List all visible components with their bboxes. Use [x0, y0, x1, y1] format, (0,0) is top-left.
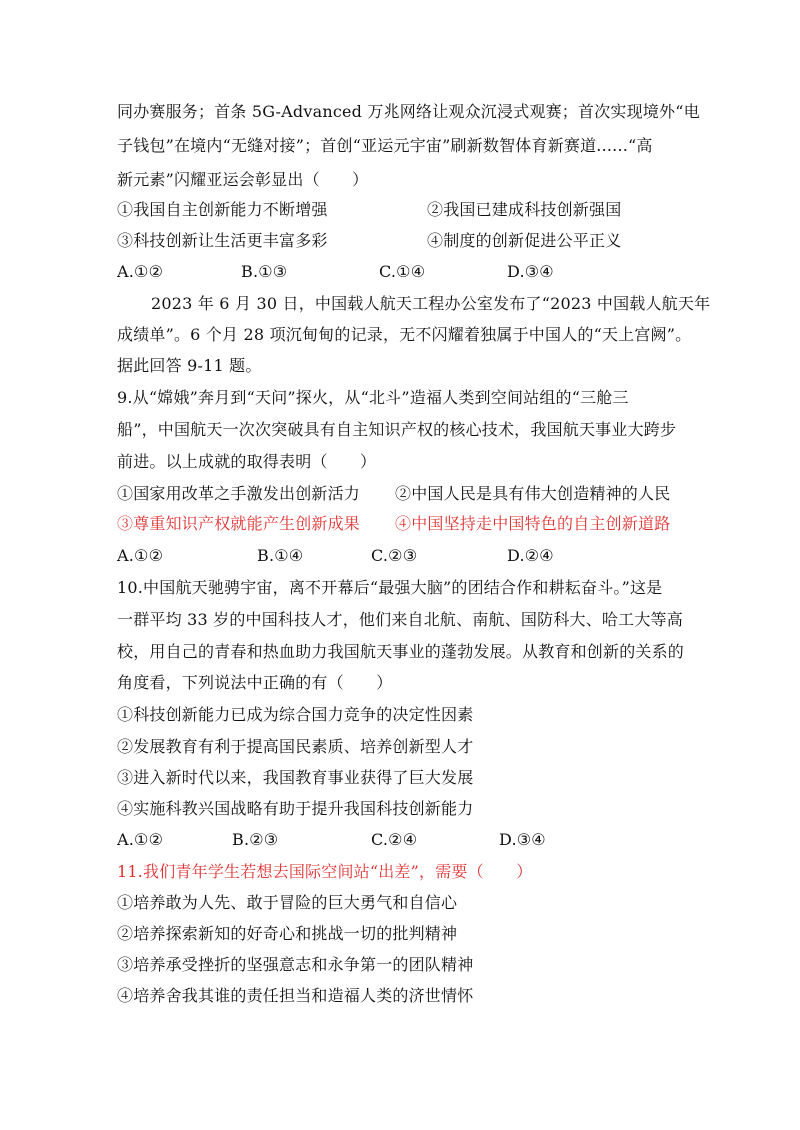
q10-stem-line-2: 一群平均 33 岁的中国科技人才，他们来自北航、南航、国防科大、哈工大等高	[117, 610, 683, 629]
q8-option-d: D.③④	[507, 262, 554, 281]
q8-option-a: A.①②	[117, 262, 164, 281]
q9-item-4: ④中国坚持走中国特色的自主创新道路	[395, 514, 671, 533]
q10-item-4: ④实施科教兴国战略有助于提升我国科技创新能力	[117, 799, 474, 818]
q11-item-1: ①培养敢为人先、敢于冒险的巨大勇气和自信心	[117, 893, 458, 912]
q8-item-4: ④制度的创新促进公平正义	[427, 231, 622, 250]
q10-option-c: C.②④	[371, 830, 418, 849]
intro-line-1: 2023 年 6 月 30 日，中国载人航天工程办公室发布了“2023 中国载人航天年	[151, 294, 711, 313]
intro-line-2: 成绩单”。6 个月 28 项沉甸甸的记录，无不闪耀着独属于中国人的“天上宫阙”。	[117, 325, 692, 344]
q9-option-d: D.②④	[507, 546, 554, 565]
q8-stem-line-1: 同办赛服务；首条 5G-Advanced 万兆网络让观众沉浸式观赛；首次实现境外“电	[117, 102, 700, 121]
q8-option-c: C.①④	[379, 262, 426, 281]
q9-item-3: ③尊重知识产权就能产生创新成果	[117, 514, 361, 533]
q10-item-3: ③进入新时代以来，我国教育事业获得了巨大发展	[117, 768, 474, 787]
q8-item-1: ①我国自主创新能力不断增强	[117, 200, 328, 219]
q11-item-2: ②培养探索新知的好奇心和挑战一切的批判精神	[117, 924, 458, 943]
q8-items-row-1	[117, 200, 697, 220]
q9-stem-line-3: 前进。以上成就的取得表明（ ）	[117, 452, 377, 471]
q10-item-2: ②发展教育有利于提高国民素质、培养创新型人才	[117, 737, 474, 756]
q8-item-3: ③科技创新让生活更丰富多彩	[117, 231, 328, 250]
q10-option-d: D.③④	[499, 830, 546, 849]
q10-stem-line-1: 10.中国航天驰骋宇宙，离不开幕后“最强大脑”的团结合作和耕耘奋斗。”这是	[117, 578, 663, 597]
q9-option-a: A.①②	[117, 546, 164, 565]
q9-items-row-2	[117, 514, 697, 534]
q10-option-b: B.②③	[232, 830, 279, 849]
q9-items-row-1	[117, 484, 697, 504]
q9-option-c: C.②③	[371, 546, 418, 565]
q10-stem-line-3: 校，用自己的青春和热血助力我国航天事业的蓬勃发展。从教育和创新的关系的	[117, 642, 685, 661]
q8-stem-line-3: 新元素”闪耀亚运会彰显出（ ）	[117, 170, 369, 189]
q10-stem-line-4: 角度看，下列说法中正确的有（ ）	[117, 673, 393, 692]
q8-option-b: B.①③	[241, 262, 288, 281]
q9-stem-line-1: 9.从“嫦娥”奔月到“天问”探火，从“北斗”造福人类到空间站组的“三舱三	[117, 388, 629, 407]
q10-option-a: A.①②	[117, 830, 164, 849]
q9-item-1: ①国家用改革之手激发出创新活力	[117, 484, 361, 503]
q9-stem-line-2: 船”，中国航天一次次突破具有自主知识产权的核心技术，我国航天事业大跨步	[117, 420, 677, 439]
intro-line-3: 据此回答 9-11 题。	[117, 356, 262, 375]
q9-item-2: ②中国人民是具有伟大创造精神的人民	[395, 484, 671, 503]
q8-stem-line-2: 子钱包”在境内“无缝对接”；首创“亚运元宇宙”刷新数智体育新赛道......“高	[117, 136, 653, 155]
q11-stem: 11.我们青年学生若想去国际空间站“出差”，需要（ ）	[117, 862, 533, 881]
q11-item-3: ③培养承受挫折的坚强意志和永争第一的团队精神	[117, 955, 474, 974]
q8-items-row-2	[117, 231, 697, 251]
q8-item-2: ②我国已建成科技创新强国	[427, 200, 622, 219]
q9-option-b: B.①④	[257, 546, 304, 565]
q11-item-4: ④培养舍我其谁的责任担当和造福人类的济世情怀	[117, 986, 474, 1005]
q10-item-1: ①科技创新能力已成为综合国力竞争的决定性因素	[117, 705, 474, 724]
